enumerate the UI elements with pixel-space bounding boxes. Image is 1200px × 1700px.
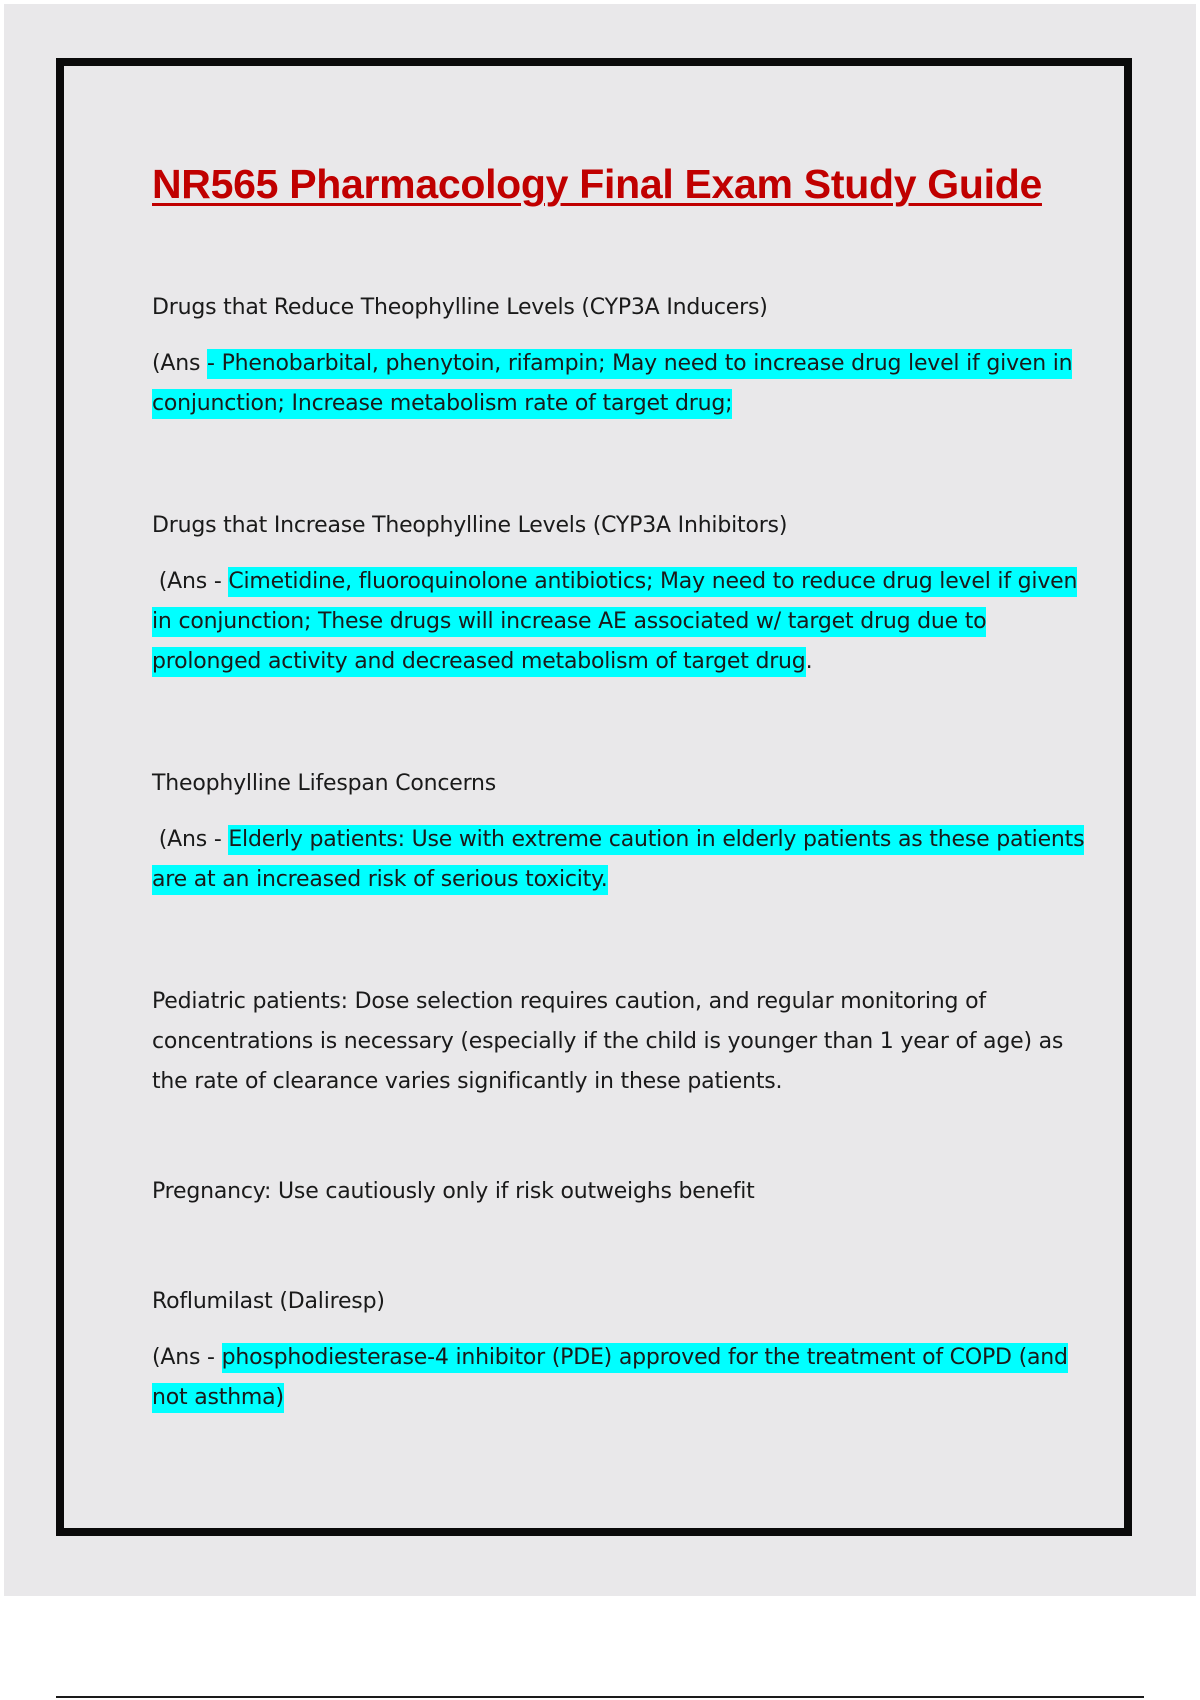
- page-divider-line: [56, 1696, 1144, 1698]
- answer-prefix: (Ans -: [152, 1345, 222, 1370]
- highlighted-answer: Cimetidine, fluoroquinolone antibiotics; May need to reduce drug level if given in conjunction; These drugs will increase AE associated w/ target drug due to prolonged activity and decreased metabolism of target drug: [152, 567, 1077, 677]
- document-content: [152, 154, 1092, 1418]
- document-page: [4, 4, 1196, 1596]
- question-roflumilast: Roflumilast (Daliresp): [152, 1289, 385, 1314]
- answer-cyp3a-inhibitors: [152, 562, 1092, 682]
- pediatric-note: Pediatric patients: Dose selection requires caution, and regular monitoring of concentrations is necessary (especially if the child is younger than 1 year of age) as the rate of clearance varies significantly in these patients.: [152, 989, 1064, 1094]
- pregnancy-note: Pregnancy: Use cautiously only if risk outweighs benefit: [152, 1179, 755, 1204]
- answer-suffix: .: [805, 649, 813, 674]
- answer-cyp3a-inducers: [152, 344, 1092, 424]
- highlighted-answer: phosphodiesterase-4 inhibitor (PDE) approved for the treatment of COPD (and not asthma): [152, 1343, 1068, 1413]
- highlighted-answer: Elderly patients: Use with extreme caution in elderly patients as these patients are at an increased risk of serious toxicity.: [152, 825, 1084, 895]
- spacer: [152, 1102, 1092, 1172]
- answer-prefix: (Ans -: [152, 569, 229, 594]
- question-cyp3a-inducers: Drugs that Reduce Theophylline Levels (CYP3A Inducers): [152, 295, 768, 320]
- highlighted-answer: - Phenobarbital, phenytoin, rifampin; May need to increase drug level if given in conjunction; Increase metabolism rate of target drug;: [152, 349, 1072, 419]
- question-lifespan-concerns: Theophylline Lifespan Concerns: [152, 771, 497, 796]
- document-title: NR565 Pharmacology Final Exam Study Guide: [152, 161, 1042, 207]
- spacer: [152, 900, 1092, 982]
- answer-roflumilast: [152, 1338, 1092, 1418]
- spacer: [152, 424, 1092, 506]
- answer-prefix: (Ans: [152, 351, 208, 376]
- spacer: [152, 1212, 1092, 1282]
- answer-prefix: (Ans -: [152, 827, 229, 852]
- question-cyp3a-inhibitors: Drugs that Increase Theophylline Levels (CYP3A Inhibitors): [152, 513, 788, 538]
- answer-lifespan-concerns: [152, 820, 1092, 900]
- spacer: [152, 682, 1092, 764]
